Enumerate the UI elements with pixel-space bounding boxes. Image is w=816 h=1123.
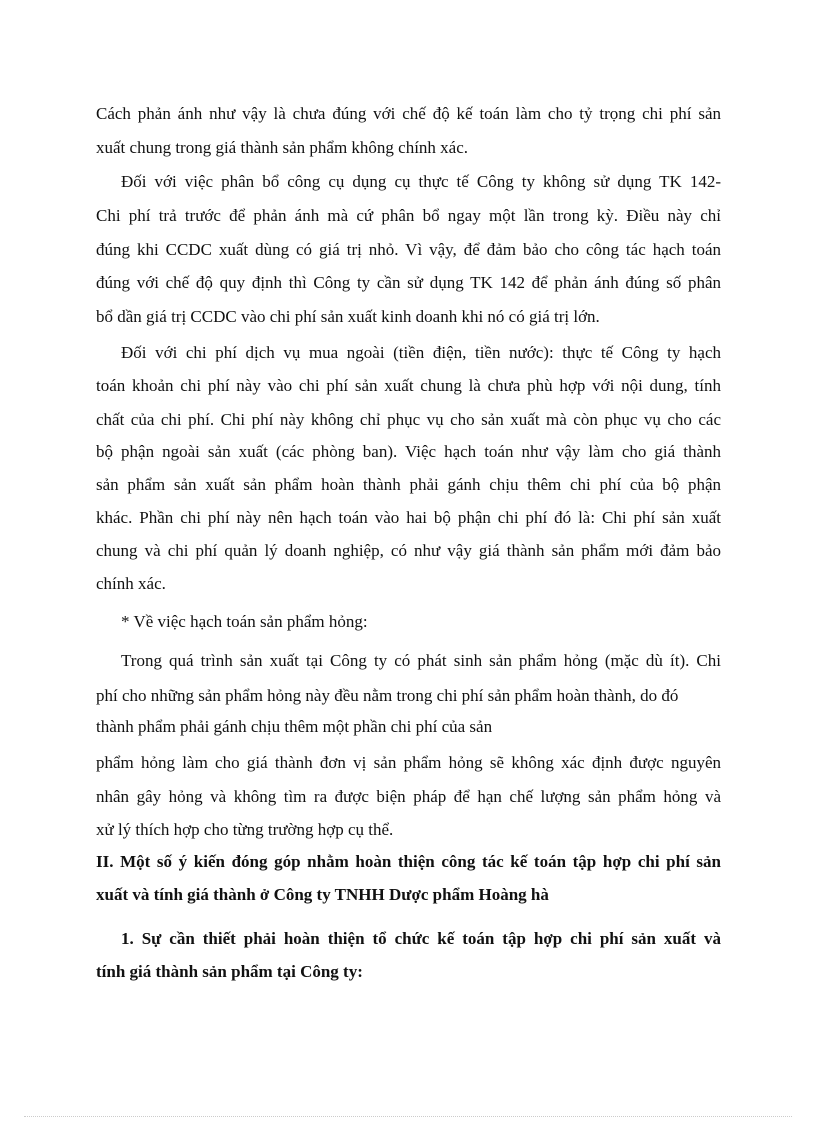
page-bottom-divider <box>24 1116 792 1117</box>
paragraph-2-line-4: đúng với chế độ quy định thì Công ty cần sử dụng TK 142 để phản ánh đúng số phân <box>96 273 721 292</box>
paragraph-2-line-2: Chi phí trả trước để phản ánh mà cứ phân bổ ngay một lần trong kỳ. Điều này chỉ <box>96 206 721 225</box>
paragraph-1-line-1: Cách phản ánh như vậy là chưa đúng với chế độ kế toán làm cho tỷ trọng chi phí sản <box>96 104 721 123</box>
subsection-heading-line-1: 1. Sự cần thiết phải hoàn thiện tổ chức kế toán tập hợp chi phí sản xuất và <box>121 929 721 948</box>
paragraph-4-line-6: xử lý thích hợp cho từng trường hợp cụ thể. <box>96 820 394 839</box>
subsection-heading-line-2: tính giá thành sản phẩm tại Công ty: <box>96 962 363 981</box>
section-heading-line-1: II. Một số ý kiến đóng góp nhằm hoàn thiện công tác kế toán tập hợp chi phí sản <box>96 852 721 871</box>
paragraph-4-line-2: phí cho những sản phẩm hỏng này đều nằm trong chi phí sản phẩm hoàn thành, do đó <box>96 686 679 705</box>
paragraph-4-line-4: phẩm hỏng làm cho giá thành đơn vị sản phẩm hỏng sẽ không xác định được nguyên <box>96 753 721 772</box>
paragraph-4-line-3: thành phẩm phải gánh chịu thêm một phần chi phí của sản <box>96 717 493 736</box>
paragraph-3-line-1: Đối với chi phí dịch vụ mua ngoài (tiền điện, tiền nước): thực tế Công ty hạch <box>121 343 721 362</box>
paragraph-1-line-2: xuất chung trong giá thành sản phẩm không chính xác. <box>96 138 469 157</box>
paragraph-2-line-1: Đối với việc phân bổ công cụ dụng cụ thực tế Công ty không sử dụng TK 142- <box>121 172 721 191</box>
paragraph-3-line-5: sản phẩm sản xuất sản phẩm hoàn thành phải gánh chịu thêm chi phí của bộ phận <box>96 475 721 494</box>
paragraph-3-line-7: chung và chi phí quản lý doanh nghiệp, có như vậy giá thành sản phẩm mới đảm bảo <box>96 541 721 560</box>
paragraph-4-line-1: Trong quá trình sản xuất tại Công ty có phát sinh sản phẩm hỏng (mặc dù ít). Chi <box>121 651 721 670</box>
paragraph-2-line-3: đúng khi CCDC xuất dùng có giá trị nhỏ. Vì vậy, để đảm bảo cho công tác hạch toán <box>96 240 721 259</box>
paragraph-3-line-8: chính xác. <box>96 574 166 593</box>
paragraph-3-line-4: bộ phận ngoài sản xuất (các phòng ban). Việc hạch toán như vậy làm cho giá thành <box>96 442 721 461</box>
paragraph-4-line-5: nhân gây hỏng và không tìm ra được biện pháp để hạn chế lượng sản phẩm hỏng và <box>96 787 721 806</box>
paragraph-3-line-2: toán khoản chi phí này vào chi phí sản xuất chung là chưa phù hợp với nội dung, tính <box>96 376 721 395</box>
subheading: * Về việc hạch toán sản phẩm hỏng: <box>121 612 368 631</box>
paragraph-3-line-6: khác. Phần chi phí này nên hạch toán vào hai bộ phận chi phí đó là: Chi phí sản xuất <box>96 508 721 527</box>
paragraph-2-line-5: bổ dần giá trị CCDC vào chi phí sản xuất kinh doanh khi nó có giá trị lớn. <box>96 307 600 326</box>
section-heading-line-2: xuất và tính giá thành ở Công ty TNHH Dược phẩm Hoàng hà <box>96 885 549 904</box>
paragraph-3-line-3: chất của chi phí. Chi phí này không chỉ phục vụ cho sản xuất mà còn phục vụ cho các <box>96 410 721 429</box>
